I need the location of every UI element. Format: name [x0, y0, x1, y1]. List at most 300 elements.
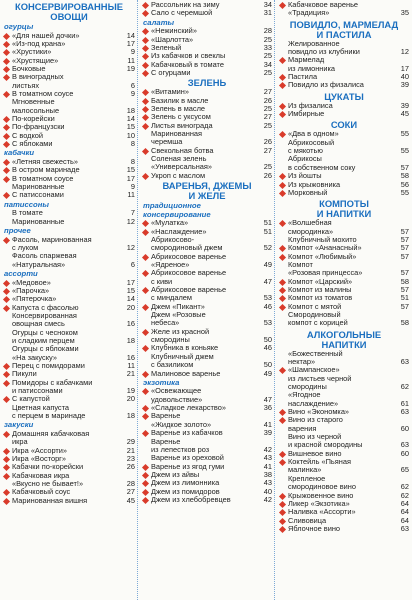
entry-title: С водкой: [12, 130, 44, 140]
page-number: 11: [127, 55, 135, 65]
index-entry: [3, 430, 135, 447]
page-number: 39: [263, 428, 272, 438]
entry-title: Варенье из лепестков роз: [151, 436, 210, 454]
entry-title: Клубника в коньяке: [151, 343, 219, 353]
page-number: 14: [126, 294, 135, 304]
diamond-bullet-icon: [142, 62, 149, 69]
page-number: 23: [126, 454, 135, 464]
index-entry: [279, 475, 409, 492]
diamond-bullet-icon: [279, 103, 286, 110]
index-entry: [142, 269, 272, 286]
page-number: 58: [400, 276, 409, 286]
subsection-title: закуски: [4, 420, 34, 430]
entry-title: В томатном соусе: [12, 89, 74, 98]
page-number: 51: [400, 293, 409, 303]
page-number: 56: [400, 179, 409, 189]
entry-title: «Шампанское» из листьев черной смородины: [288, 365, 352, 392]
diamond-bullet-icon: [142, 463, 149, 470]
page-number: 16: [126, 319, 135, 329]
entry-title: Джем из помидоров: [151, 486, 220, 496]
page-number: 25: [263, 51, 272, 61]
page-number: 34: [263, 0, 272, 9]
entry-title: Кабачковый в томате: [151, 59, 224, 69]
entry-title: Листья винограда: [151, 120, 213, 130]
entry-title: «Витамин»: [151, 87, 189, 97]
page-number: 27: [263, 112, 272, 122]
entry-title: «Освежающее удовольствие»: [151, 386, 203, 404]
page-number: 51: [263, 226, 272, 236]
diamond-bullet-icon: [3, 33, 10, 40]
index-column-2: [138, 0, 275, 600]
index-entry: [279, 56, 409, 73]
entry-title: Джем из хлебобревцев: [151, 494, 231, 504]
index-entry: [142, 9, 272, 17]
diamond-bullet-icon: [3, 371, 10, 378]
subsection-title: огурцы: [4, 22, 34, 31]
diamond-bullet-icon: [142, 472, 149, 479]
entry-title: «Наслаждение»: [151, 226, 207, 236]
index-entry: [279, 189, 409, 197]
index-entry: [279, 525, 409, 533]
page-number: 11: [127, 190, 135, 200]
diamond-bullet-icon: [279, 220, 286, 227]
diamond-bullet-icon: [142, 70, 149, 77]
entry-title: Фасоль спаржевая «Натуральная»: [12, 251, 77, 269]
page-number: 18: [126, 411, 135, 421]
entry-title: Компот из томатов: [288, 293, 353, 303]
diamond-bullet-icon: [142, 148, 149, 155]
diamond-bullet-icon: [142, 497, 149, 504]
diamond-bullet-icon: [142, 345, 149, 352]
diamond-bullet-icon: [279, 501, 286, 508]
section-title: КОНСЕРВИРОВАННЫЕ ОВОЩИ: [14, 1, 124, 22]
diamond-bullet-icon: [3, 473, 10, 480]
index-entry: [3, 140, 135, 148]
page-number: 63: [400, 523, 409, 533]
entry-title: С патиссонами: [12, 190, 64, 200]
page-number: 49: [263, 368, 272, 378]
page-number: 12: [126, 242, 135, 252]
page-number: 16: [126, 352, 135, 362]
index-entry: [142, 328, 272, 345]
page-number: 57: [400, 301, 409, 311]
entry-title: «Парочка»: [12, 285, 50, 295]
diamond-bullet-icon: [279, 459, 286, 466]
index-entry: [3, 345, 135, 362]
diamond-bullet-icon: [142, 89, 149, 96]
diamond-bullet-icon: [142, 173, 149, 180]
index-entry: [142, 353, 272, 370]
index-entry: [279, 110, 409, 118]
entry-title: С капустой: [12, 394, 50, 404]
page-number: 40: [400, 72, 409, 82]
entry-title: Абрикосы в собственном соку: [288, 154, 356, 172]
diamond-bullet-icon: [3, 41, 10, 48]
page-number: 35: [400, 8, 409, 18]
entry-title: «Божественный нектар»: [288, 348, 343, 366]
subsection-title: салаты: [143, 17, 175, 27]
entry-title: Перец с помидорами: [12, 361, 85, 370]
page-number: 25: [263, 34, 272, 44]
page-number: 14: [126, 30, 135, 40]
index-entry: [3, 312, 135, 329]
entry-title: С яблоками: [12, 139, 53, 149]
page-number: 9: [130, 89, 135, 98]
index-entry: [142, 155, 272, 172]
diamond-bullet-icon: [3, 192, 10, 199]
entry-title: В виноградных листьях: [12, 72, 64, 90]
page-number: 25: [263, 162, 272, 172]
entry-title: В томате: [12, 208, 43, 218]
diamond-bullet-icon: [279, 82, 286, 89]
entry-title: «Из-под крана»: [12, 38, 66, 48]
page-number: 58: [400, 318, 409, 328]
page-number: 62: [400, 482, 409, 492]
page-number: 57: [400, 251, 409, 261]
page-number: 64: [400, 507, 409, 517]
entry-title: Повидло из физалиса: [288, 80, 364, 90]
subsection-title: прочее: [4, 226, 31, 235]
entry-title: Кабачковая икра «Вкусно не бывает!»: [12, 470, 84, 489]
diamond-bullet-icon: [3, 58, 10, 65]
diamond-bullet-icon: [142, 220, 149, 227]
entry-title: Компот из малины: [288, 284, 352, 294]
page-number: 62: [400, 382, 409, 392]
page-number: 45: [400, 109, 409, 119]
page-number: 57: [400, 243, 409, 253]
entry-title: По-французски: [12, 122, 65, 132]
entry-title: Фасоль, маринованная с луком: [12, 234, 92, 252]
diamond-bullet-icon: [3, 124, 10, 131]
page-number: 47: [263, 276, 272, 286]
entry-title: Из кабачков и свеклы: [151, 51, 226, 61]
subsection-title: традиционное консервирование: [143, 201, 211, 219]
page-number: 36: [263, 403, 272, 413]
page-number: 57: [400, 234, 409, 244]
page-number: 27: [263, 145, 272, 155]
entry-title: Цветная капуста с перцем в маринаде: [12, 402, 86, 421]
entry-title: Сливовица: [288, 515, 327, 525]
page-number: 62: [400, 490, 409, 500]
page-number: 17: [400, 63, 409, 73]
page-number: 41: [263, 461, 272, 471]
page-number: 21: [126, 369, 135, 379]
index-entry: [142, 496, 272, 504]
page-number: 42: [263, 444, 272, 454]
page-number: 43: [263, 453, 272, 463]
entry-title: Икра «Восторг»: [12, 454, 66, 464]
diamond-bullet-icon: [142, 254, 149, 261]
index-entry: [3, 252, 135, 269]
page-number: 50: [263, 360, 272, 370]
page-number: 12: [400, 47, 409, 57]
diamond-bullet-icon: [142, 370, 149, 377]
diamond-bullet-icon: [3, 74, 10, 81]
entry-title: «Хрустящие»: [12, 55, 59, 65]
entry-title: «Для нашей дочки»: [12, 30, 80, 40]
entry-title: Ликер «Экзотика»: [288, 498, 350, 508]
diamond-bullet-icon: [142, 270, 149, 277]
index-entry: [142, 286, 272, 303]
diamond-bullet-icon: [142, 388, 149, 395]
diamond-bullet-icon: [142, 45, 149, 52]
diamond-bullet-icon: [3, 66, 10, 73]
entry-title: «Мулатка»: [151, 218, 189, 228]
page-number: 51: [263, 218, 272, 228]
index-entry: [3, 379, 135, 396]
page-number: 31: [263, 8, 272, 18]
diamond-bullet-icon: [142, 53, 149, 60]
index-entry: [142, 253, 272, 270]
page-number: 52: [263, 243, 272, 253]
page-number: 20: [126, 302, 135, 312]
page-number: 63: [400, 407, 409, 417]
diamond-bullet-icon: [3, 91, 10, 98]
entry-title: Малиновое варенье: [151, 368, 221, 378]
diamond-bullet-icon: [142, 489, 149, 496]
page-number: 8: [130, 139, 135, 149]
diamond-bullet-icon: [279, 517, 286, 524]
index-entry: [142, 130, 272, 147]
diamond-bullet-icon: [279, 295, 286, 302]
page-number: 20: [126, 394, 135, 404]
entry-title: Клубничный мохито: [288, 234, 357, 244]
diamond-bullet-icon: [3, 296, 10, 303]
entry-title: Укроп с маслом: [151, 170, 206, 180]
index-entry: [142, 236, 272, 253]
page-number: 6: [130, 80, 135, 90]
page-number: 28: [126, 479, 135, 489]
entry-title: Маринованные: [12, 182, 65, 192]
page-number: 11: [127, 361, 135, 370]
index-entry: [279, 261, 409, 278]
page-number: 17: [126, 173, 135, 183]
entry-title: Кабачковое варенье «Традиция»: [288, 0, 359, 18]
entry-title: Из йошты: [288, 171, 322, 181]
page-number: 9: [130, 47, 135, 57]
entry-title: Базилик в масле: [151, 95, 209, 105]
entry-title: «Ягодное наслаждение»: [288, 390, 339, 408]
index-entry: [142, 387, 272, 404]
diamond-bullet-icon: [3, 363, 10, 370]
page-number: 8: [130, 157, 135, 166]
page-number: 18: [126, 335, 135, 345]
diamond-bullet-icon: [279, 74, 286, 81]
page-number: 26: [263, 170, 272, 180]
page-number: 64: [400, 498, 409, 508]
diamond-bullet-icon: [142, 2, 149, 9]
diamond-bullet-icon: [3, 380, 10, 387]
diamond-bullet-icon: [3, 133, 10, 140]
page-number: 15: [126, 122, 135, 132]
page-number: 45: [126, 495, 135, 505]
page-number: 12: [126, 216, 135, 226]
entry-title: Крепленое смородиновое вино: [288, 473, 356, 492]
entry-title: Варенье из ягод гуми: [151, 461, 225, 471]
entry-title: Клубничный джем с базиликом: [151, 351, 214, 370]
index-entry: [142, 172, 272, 180]
page-number: 14: [126, 114, 135, 124]
entry-title: Абрикосовое варенье с киви: [151, 268, 227, 286]
entry-title: Джем из лимонника: [151, 478, 220, 488]
section-title: СОКИ: [330, 119, 358, 131]
index-entry: [3, 472, 135, 489]
page-number: 19: [126, 386, 135, 396]
diamond-bullet-icon: [279, 131, 286, 138]
diamond-bullet-icon: [279, 451, 286, 458]
entry-title: Компот с мятой: [288, 301, 342, 311]
entry-title: Наливка «Ассорти»: [288, 507, 356, 517]
entry-title: «Пятерочка»: [12, 294, 57, 304]
entry-title: Зелень с уксусом: [151, 112, 211, 122]
diamond-bullet-icon: [3, 456, 10, 463]
index-column-3: [275, 0, 412, 600]
diamond-bullet-icon: [279, 190, 286, 197]
entry-title: Джем из айвы: [151, 469, 200, 479]
entry-title: «Шарлотта»: [151, 34, 194, 44]
page-number: 43: [263, 478, 272, 488]
page-number: 27: [263, 87, 272, 97]
entry-title: «Сладкое лекарство»: [151, 403, 226, 413]
page-number: 55: [400, 129, 409, 139]
index-entry: [3, 98, 135, 115]
page-number: 55: [400, 187, 409, 197]
entry-title: Пикули: [12, 369, 37, 379]
diamond-bullet-icon: [142, 123, 149, 130]
index-entry: [279, 139, 409, 156]
index-column-1: [0, 0, 138, 600]
entry-title: Варенье из кабачков: [151, 428, 223, 438]
page-number: 55: [400, 146, 409, 156]
index-entry: [279, 350, 409, 367]
page-number: 7: [130, 208, 135, 218]
page-number: 53: [263, 318, 272, 328]
diamond-bullet-icon: [279, 181, 286, 188]
index-entry: [142, 311, 272, 328]
entry-title: Имбирные: [288, 109, 325, 119]
index-entry: [279, 391, 409, 408]
index-entry: [279, 433, 409, 450]
entry-title: Консервированная овощная смесь: [12, 310, 77, 329]
entry-title: По-корейски: [12, 114, 55, 124]
entry-title: Домашняя кабачковая икра: [12, 429, 90, 447]
entry-title: Кабачки по-корейски: [12, 462, 84, 472]
diamond-bullet-icon: [142, 480, 149, 487]
diamond-bullet-icon: [279, 279, 286, 286]
page-number: 33: [263, 42, 272, 52]
diamond-bullet-icon: [279, 492, 286, 499]
index-entry: [142, 438, 272, 455]
page-number: 57: [400, 284, 409, 294]
page-number: 26: [263, 95, 272, 105]
page-number: 17: [126, 38, 135, 48]
section-title: ВАРЕНЬЯ, ДЖЕМЫ И ЖЕЛЕ: [162, 180, 252, 202]
entry-title: Вишневое вино: [288, 448, 342, 458]
diamond-bullet-icon: [279, 526, 286, 533]
page-number: 17: [126, 277, 135, 287]
page-number: 61: [400, 398, 409, 408]
page-number: 28: [263, 26, 272, 36]
diamond-bullet-icon: [279, 409, 286, 416]
entry-title: Абрикосовое варенье «Ядреное»: [151, 251, 227, 270]
entry-title: Компот «Любимый»: [288, 251, 357, 261]
index-entry: [142, 370, 272, 378]
entry-title: Помидоры с кабачками и патиссонами: [12, 377, 93, 396]
index-entry: [279, 311, 409, 328]
entry-title: Компот «Ананасный»: [288, 243, 362, 253]
entry-title: «Хрустики»: [12, 47, 52, 57]
entry-title: В остром маринаде: [12, 165, 80, 175]
page-number: 27: [126, 487, 135, 497]
entry-title: Огурцы с яблоками «На закуску»: [12, 344, 79, 362]
diamond-bullet-icon: [3, 305, 10, 312]
diamond-bullet-icon: [142, 287, 149, 294]
index-entry: [279, 81, 409, 89]
section-title: КОМПОТЫ И НАПИТКИ: [316, 198, 372, 220]
page-number: 60: [400, 423, 409, 433]
entry-title: Варенье «Жидкое золото»: [151, 411, 212, 429]
diamond-bullet-icon: [279, 57, 286, 64]
entry-title: Компот «Царский»: [288, 276, 353, 286]
page-number: 57: [400, 226, 409, 236]
diamond-bullet-icon: [142, 106, 149, 113]
diamond-bullet-icon: [279, 509, 286, 516]
entry-title: Маринованная вишня: [12, 495, 88, 505]
page-number: 39: [400, 80, 409, 90]
entry-title: Желе из красной смородины: [151, 326, 210, 345]
diamond-bullet-icon: [279, 254, 286, 261]
diamond-bullet-icon: [3, 116, 10, 123]
diamond-bullet-icon: [3, 49, 10, 56]
diamond-bullet-icon: [3, 288, 10, 295]
diamond-bullet-icon: [142, 229, 149, 236]
page-number: 60: [400, 448, 409, 458]
index-entry: [279, 416, 409, 433]
diamond-bullet-icon: [279, 287, 286, 294]
diamond-bullet-icon: [279, 417, 286, 424]
page-number: 64: [400, 515, 409, 525]
diamond-bullet-icon: [3, 498, 10, 505]
diamond-bullet-icon: [279, 367, 286, 374]
index-entry: [3, 218, 135, 226]
entry-title: «Медовое»: [12, 277, 51, 287]
diamond-bullet-icon: [279, 173, 286, 180]
page-number: 15: [126, 165, 135, 175]
entry-title: Маринованная черемша: [151, 129, 203, 147]
page-number: 15: [126, 285, 135, 295]
entry-title: Смородиновый компот с корицей: [288, 309, 348, 328]
page-number: 49: [263, 260, 272, 270]
page-number: 29: [126, 437, 135, 447]
diamond-bullet-icon: [279, 304, 286, 311]
page-number: 47: [263, 394, 272, 404]
page-number: 34: [263, 59, 272, 69]
diamond-bullet-icon: [3, 167, 10, 174]
entry-title: Рассольник на зиму: [151, 0, 220, 9]
diamond-bullet-icon: [3, 141, 10, 148]
diamond-bullet-icon: [3, 448, 10, 455]
entry-title: Вино из старого варения: [288, 415, 343, 433]
subsection-title: патиссоны: [4, 199, 49, 209]
diamond-bullet-icon: [142, 114, 149, 121]
diamond-bullet-icon: [279, 111, 286, 118]
diamond-bullet-icon: [142, 405, 149, 412]
page-number: 65: [400, 465, 409, 475]
diamond-bullet-icon: [142, 10, 149, 17]
entry-title: «Нежинский»: [151, 26, 197, 36]
page-number: 46: [263, 343, 272, 353]
diamond-bullet-icon: [3, 176, 10, 183]
